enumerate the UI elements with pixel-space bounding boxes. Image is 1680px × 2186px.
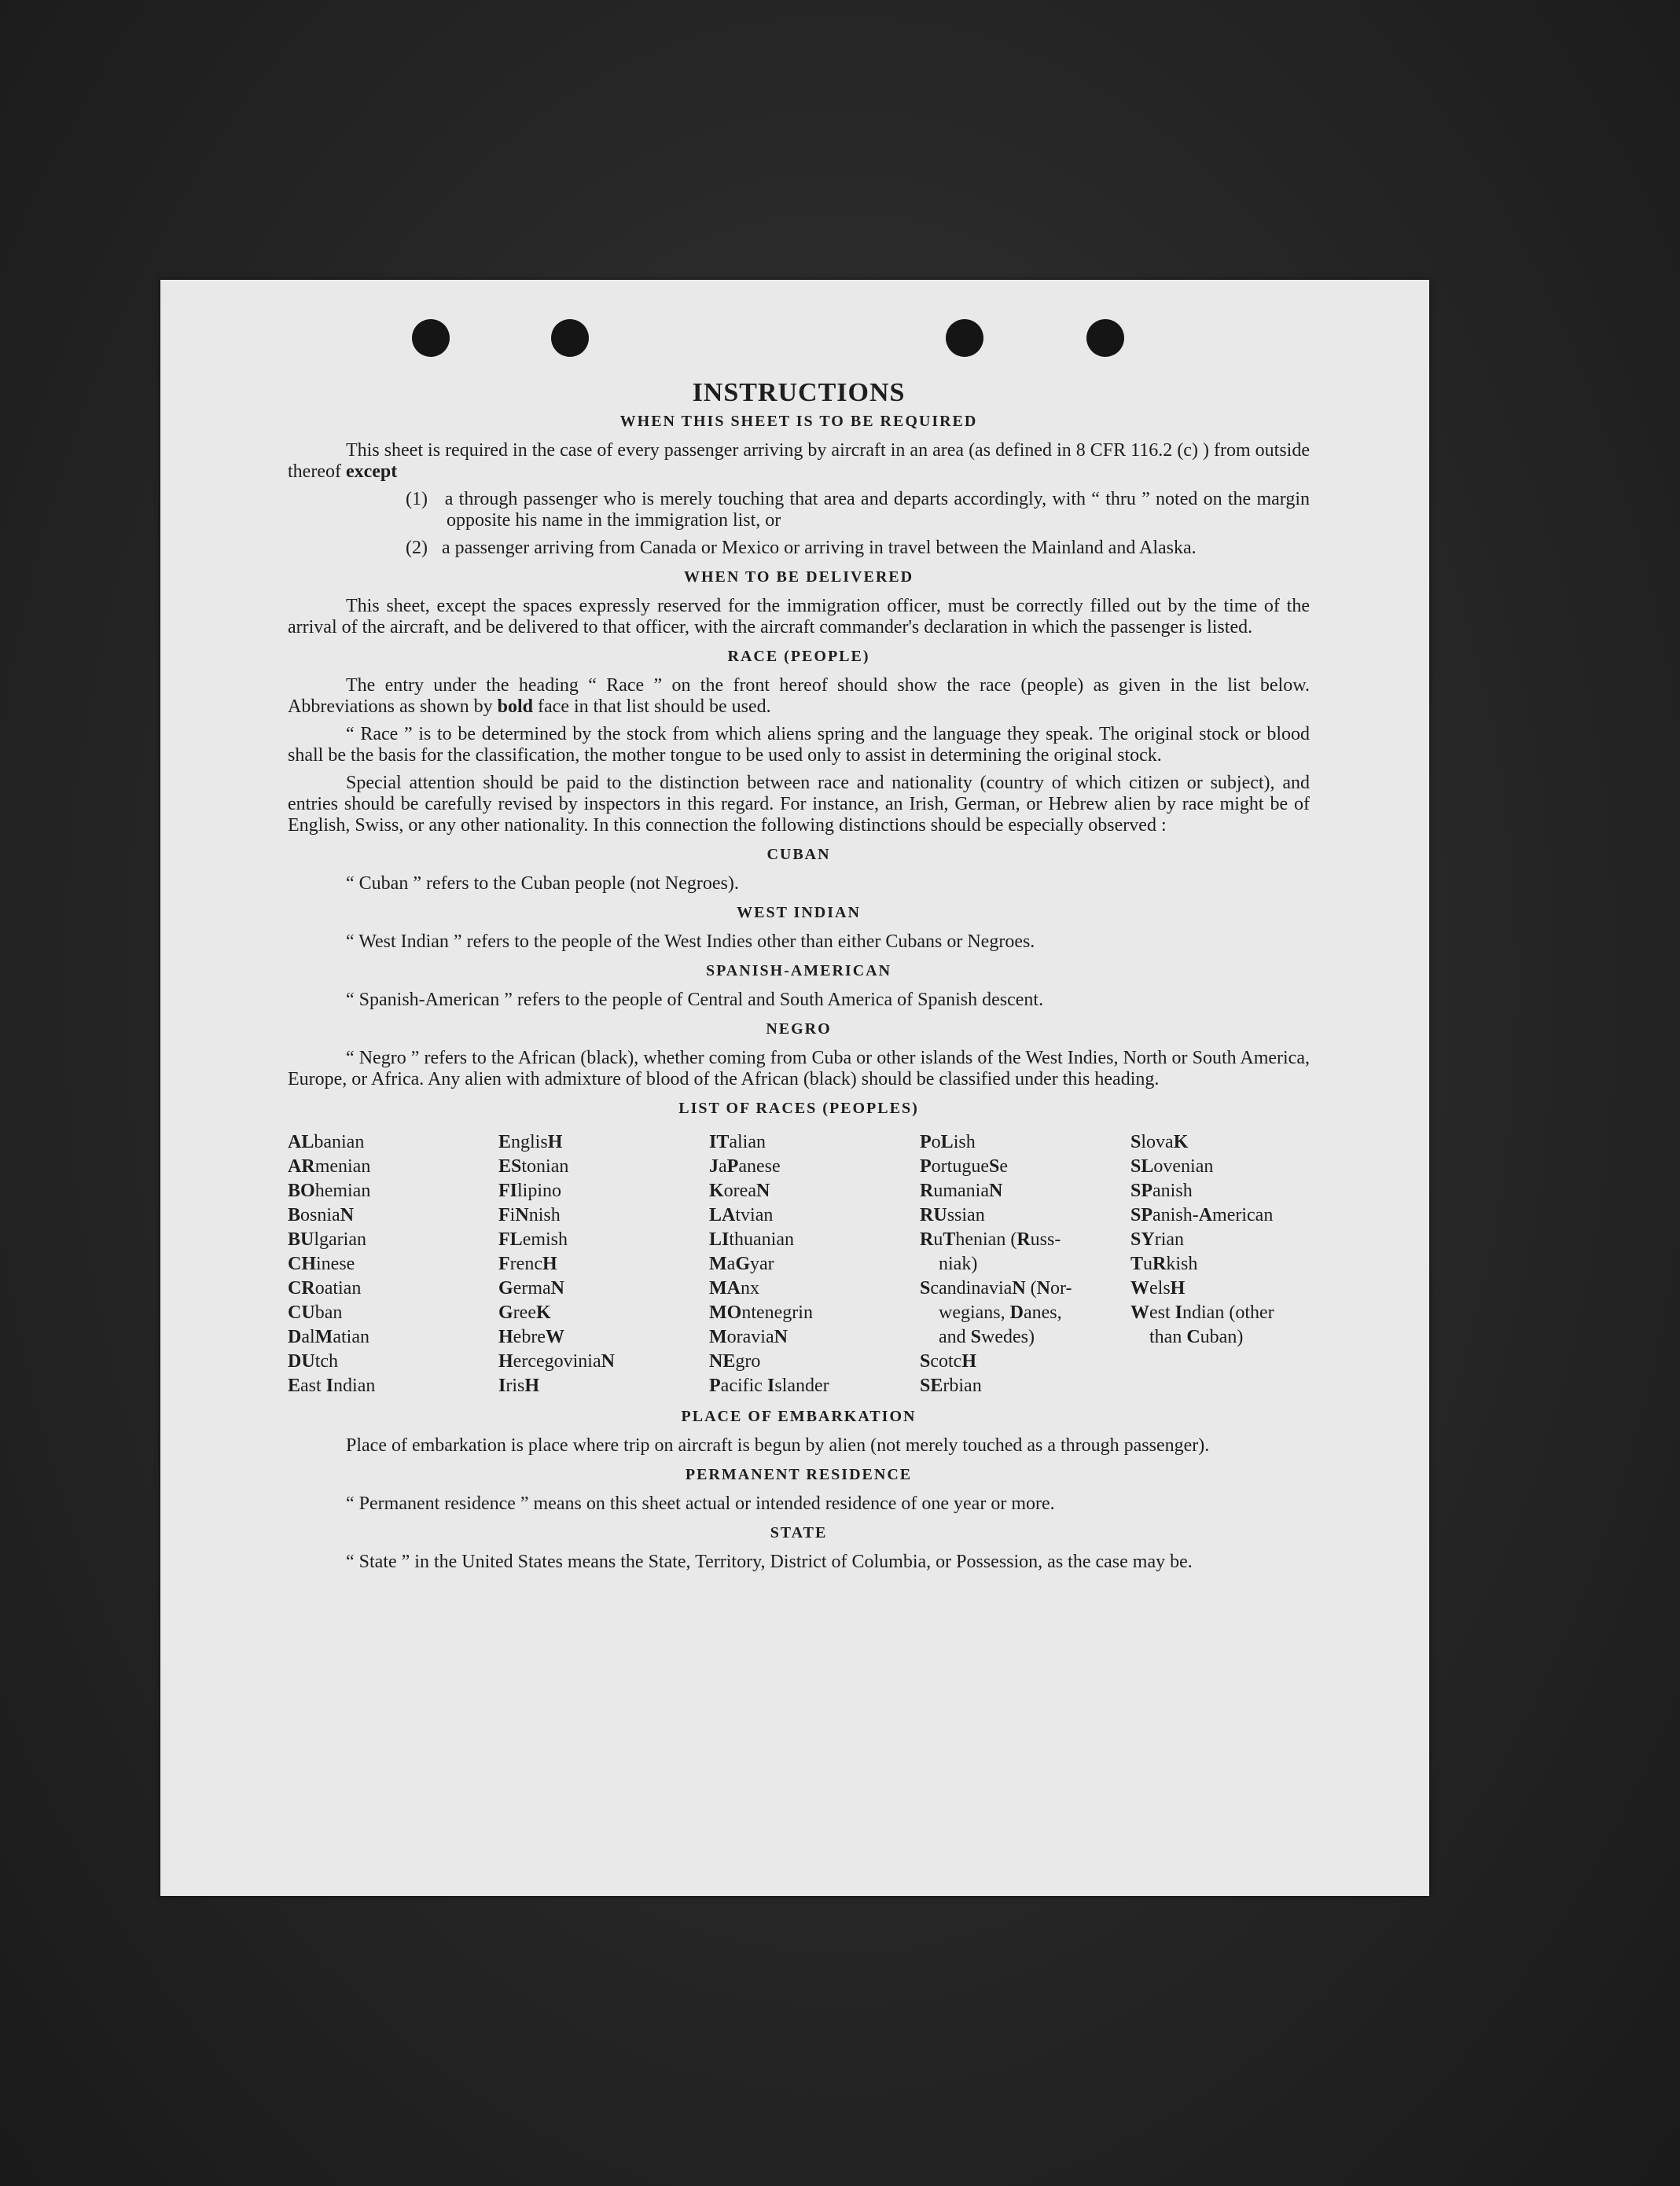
heading-state: STATE bbox=[770, 1524, 828, 1541]
race-entry: FLemish bbox=[498, 1229, 568, 1250]
heading-required: WHEN THIS SHEET IS TO BE REQUIRED bbox=[619, 413, 978, 430]
negro-text: “ Negro ” refers to the African (black), whether coming from Cuba or other islands of the West Indies, North or South America, Europe, or Africa. Any alien with admixture of blood of the African (black) should be classified under this heading. bbox=[288, 1048, 1310, 1089]
heading-residence: PERMANENT RESIDENCE bbox=[685, 1466, 913, 1483]
race-entry: East Indian bbox=[288, 1376, 376, 1396]
race-entry: IrisH bbox=[498, 1376, 540, 1396]
race-entry: HercegoviniaN bbox=[498, 1351, 615, 1372]
race-entry: wegians, Danes, bbox=[939, 1302, 1062, 1323]
heading-embarkation: PLACE OF EMBARKATION bbox=[681, 1408, 917, 1425]
punch-hole bbox=[412, 319, 450, 357]
race-entry: Pacific Islander bbox=[709, 1376, 829, 1396]
race-entry: BOhemian bbox=[288, 1181, 371, 1201]
race-entry: ScotcH bbox=[920, 1351, 977, 1372]
state-text: “ State ” in the United States means the State, Territory, District of Columbia, or Possession, as the case may be. bbox=[346, 1552, 1193, 1572]
race-entry: SLovenian bbox=[1130, 1156, 1214, 1177]
heading-west-indian: WEST INDIAN bbox=[737, 904, 861, 921]
race-entry: ITalian bbox=[709, 1132, 766, 1152]
punch-hole bbox=[551, 319, 589, 357]
spanish-american-text: “ Spanish-American ” refers to the people of Central and South America of Spanish descent. bbox=[346, 990, 1044, 1010]
races-column bbox=[1130, 1130, 1341, 1398]
race-entry: EStonian bbox=[498, 1156, 569, 1177]
race-entry: LAtvian bbox=[709, 1205, 774, 1225]
race-entry: GreeK bbox=[498, 1302, 551, 1323]
race-entry: SlovaK bbox=[1130, 1132, 1189, 1152]
heading-cuban: CUBAN bbox=[766, 846, 831, 863]
punch-hole bbox=[1086, 319, 1124, 357]
race-entry: than Cuban) bbox=[1149, 1327, 1244, 1347]
race-entry: BUlgarian bbox=[288, 1229, 366, 1250]
punch-hole bbox=[946, 319, 983, 357]
race-entry: niak) bbox=[939, 1254, 978, 1274]
races-column bbox=[920, 1130, 1130, 1398]
required-intro: This sheet is required in the case of every passenger arriving by aircraft in an area (as defined in 8 CFR 116.2 (c) ) from outside thereof except bbox=[288, 440, 1310, 482]
race-entry: WelsH bbox=[1130, 1278, 1186, 1299]
heading-negro: NEGRO bbox=[766, 1020, 832, 1038]
race-entry: FIlipino bbox=[498, 1181, 562, 1201]
race-entry: ALbanian bbox=[288, 1132, 365, 1152]
race-entry: TuRkish bbox=[1130, 1254, 1198, 1274]
races-list bbox=[288, 1130, 1310, 1398]
race-entry: CRoatian bbox=[288, 1278, 362, 1299]
race-entry: FrencH bbox=[498, 1254, 557, 1274]
page-title: INSTRUCTIONS bbox=[692, 378, 906, 407]
required-item-2: (2) a passenger arriving from Canada or Mexico or arriving in travel between the Mainland and Alaska. bbox=[406, 538, 1197, 558]
instructions-content bbox=[288, 378, 1311, 1579]
heading-race: RACE (PEOPLE) bbox=[727, 648, 870, 665]
race-entry: RuThenian (Russ- bbox=[920, 1229, 1061, 1250]
race-entry: SErbian bbox=[920, 1376, 982, 1396]
race-entry: CHinese bbox=[288, 1254, 355, 1274]
race-entry: DalMatian bbox=[288, 1327, 369, 1347]
race-entry: RUssian bbox=[920, 1205, 985, 1225]
west-indian-text: “ West Indian ” refers to the people of the West Indies other than either Cubans or Negroes. bbox=[346, 931, 1035, 952]
heading-delivered: WHEN TO BE DELIVERED bbox=[683, 568, 914, 586]
race-entry: JaPanese bbox=[709, 1156, 781, 1177]
race-entry: West Indian (other bbox=[1130, 1302, 1274, 1323]
race-entry: LIthuanian bbox=[709, 1229, 794, 1250]
delivered-text: This sheet, except the spaces expressly reserved for the immigration officer, must be correctly filled out by the time of the arrival of the aircraft, and be delivered to that officer, with the aircraft commander's declaration in which the passenger is listed. bbox=[288, 596, 1310, 637]
race-entry: FiNnish bbox=[498, 1205, 561, 1225]
race-entry: MOntenegrin bbox=[709, 1302, 813, 1323]
document-sheet bbox=[160, 280, 1429, 1896]
race-entry: EnglisH bbox=[498, 1132, 563, 1152]
cuban-text: “ Cuban ” refers to the Cuban people (not Negroes). bbox=[346, 873, 739, 894]
race-paragraph-2: “ Race ” is to be determined by the stock from which aliens spring and the language they speak. The original stock or blood shall be the basis for the classification, the mother tongue to be used only to assist in determining the original stock. bbox=[288, 724, 1310, 766]
race-entry: NEgro bbox=[709, 1351, 761, 1372]
race-entry: SPanish bbox=[1130, 1181, 1193, 1201]
residence-text: “ Permanent residence ” means on this sheet actual or intended residence of one year or more. bbox=[346, 1493, 1055, 1514]
race-entry: SYrian bbox=[1130, 1229, 1185, 1250]
embarkation-text: Place of embarkation is place where trip on aircraft is begun by alien (not merely touched as a through passenger). bbox=[346, 1435, 1210, 1456]
required-item-1: (1) a through passenger who is merely touching that area and departs accordingly, with “ thru ” noted on the margin opposite his name in the immigration list, or bbox=[406, 489, 1311, 531]
race-entry: ARmenian bbox=[288, 1156, 371, 1177]
race-entry: MoraviaN bbox=[709, 1327, 788, 1347]
races-column bbox=[498, 1130, 709, 1398]
race-entry: PortugueSe bbox=[920, 1156, 1008, 1177]
races-column bbox=[709, 1130, 920, 1398]
race-paragraph-3: Special attention should be paid to the distinction between race and nationality (country of which citizen or subject), and entries should be carefully revised by inspectors in this regard. For instance, an Irish, German, or Hebrew alien by race might be of English, Swiss, or any other nationality. In this connection the following distinctions should be especially observed : bbox=[288, 773, 1310, 836]
race-paragraph-1: The entry under the heading “ Race ” on the front hereof should show the race (people) as given in the list below. Abbreviations as shown by bold face in that list should be used. bbox=[288, 675, 1310, 717]
races-column bbox=[288, 1130, 498, 1398]
race-entry: ScandinaviaN (Nor- bbox=[920, 1278, 1072, 1299]
race-entry: KoreaN bbox=[709, 1181, 770, 1201]
race-entry: HebreW bbox=[498, 1327, 564, 1347]
race-entry: BosniaN bbox=[288, 1205, 355, 1225]
race-entry: PoLish bbox=[920, 1132, 976, 1152]
race-entry: DUtch bbox=[288, 1351, 339, 1372]
race-entry: MaGyar bbox=[709, 1254, 774, 1274]
race-entry: MAnx bbox=[709, 1278, 759, 1299]
race-entry: RumaniaN bbox=[920, 1181, 1003, 1201]
race-entry: GermaN bbox=[498, 1278, 564, 1299]
race-entry: and Swedes) bbox=[939, 1327, 1035, 1347]
heading-spanish-american: SPANISH-AMERICAN bbox=[705, 962, 892, 979]
heading-list-of-races: LIST OF RACES (PEOPLES) bbox=[678, 1100, 919, 1117]
race-entry: CUban bbox=[288, 1302, 343, 1323]
race-entry: SPanish-American bbox=[1130, 1205, 1274, 1225]
